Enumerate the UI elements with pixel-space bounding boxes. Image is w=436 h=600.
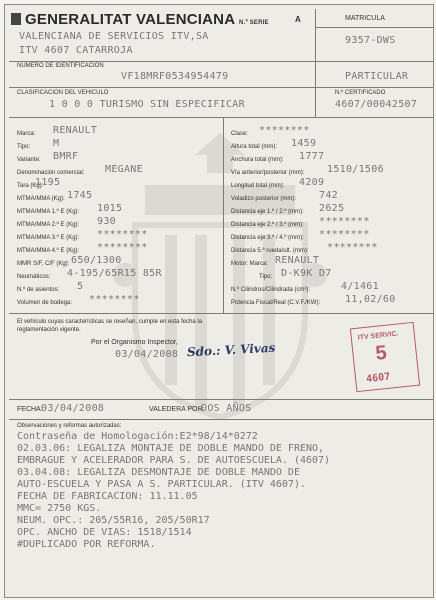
- observation-line: MMC= 2750 KGS.: [17, 503, 102, 514]
- fecha-value: 03/04/2008: [41, 403, 105, 414]
- field-mma-e2-label: MTMA/MMA 2.º E (Kg):: [17, 222, 80, 228]
- field-mma-e1-value: 1015: [97, 203, 123, 214]
- observations-label: Observaciones y reformas autorizadas:: [17, 423, 122, 429]
- observation-line: AUTO-ESCUELA Y PASA A S. PARTICULAR. (ITV 4607).: [17, 479, 306, 490]
- field-eje12-value: 2625: [319, 203, 345, 214]
- field-quinta-rueda-value: ********: [327, 242, 378, 253]
- certificate-label: N.º CERTIFICADO: [335, 90, 386, 96]
- field-mma-value: 1745: [67, 190, 93, 201]
- field-potencia-value: 11,02/60: [345, 294, 396, 305]
- field-potencia-label: Potencia Fiscal/Real (C.V.F./KW):: [231, 300, 321, 306]
- field-denominacion-label: Denominación comercial:: [17, 170, 85, 176]
- inspector-signature: Sdo.: V. Vivas: [186, 340, 276, 360]
- field-asientos-label: N.º de asientos:: [17, 287, 60, 293]
- field-variante-value: BMRF: [53, 151, 79, 162]
- classification-label: CLASIFICACION DEL VEHICULO: [17, 90, 109, 96]
- owner-line-1: VALENCIANA DE SERVICIOS ITV,SA: [19, 31, 209, 42]
- field-cilindros-label: N.º Cilindros/Cilindrada (cm³):: [231, 287, 311, 293]
- observation-line: NEUM. OPC.: 205/55R16, 205/50R17: [17, 515, 210, 526]
- classification-value: 1 0 0 0 TURISMO SIN ESPECIFICAR: [49, 99, 245, 110]
- field-via-label: Vía anterior/posterior (mm):: [231, 170, 305, 176]
- inspector-date: 03/04/2008: [115, 349, 179, 360]
- field-neumaticos-value: 4-195/65R15 85R: [67, 268, 162, 279]
- field-eje23-label: Distancia eje 2.º / 3.º (mm):: [231, 222, 304, 228]
- brand-header: [11, 11, 269, 28]
- field-clase-value: ********: [259, 125, 310, 136]
- observation-line: OPC. ANCHO DE VIAS: 1518/1514: [17, 527, 192, 538]
- validez-label: VALEDERA POR:: [149, 406, 205, 413]
- field-cilindros-value: 4/1461: [341, 281, 379, 292]
- field-mma-e1-label: MTMA/MMA 1.º E (Kg):: [17, 209, 80, 215]
- field-tara-value: 1195: [35, 177, 61, 188]
- field-altura-label: Altura total (mm):: [231, 144, 278, 150]
- observation-line: 03.04.08: LEGALIZA DESMONTAJE DE DOBLE MANDO DE: [17, 467, 300, 478]
- inspection-card: [4, 4, 434, 598]
- field-eje34-label: Distancia eje 3.º / 4.º (mm):: [231, 235, 304, 241]
- statement-line-1: El vehículo cuyas características se reseñan, cumple en esta fecha la: [17, 319, 203, 325]
- field-neumaticos-label: Neumáticos:: [17, 274, 51, 280]
- field-longitud-value: 4209: [299, 177, 325, 188]
- field-mmr-value: 650/1300: [71, 255, 122, 266]
- field-tipo-label: Tipo:: [17, 144, 31, 150]
- stamp-number: 5: [374, 341, 388, 365]
- identification-label: NUMERO DE IDENTIFICACION: [17, 63, 104, 69]
- observation-line: Contraseña de Homologación:E2*98/14*0272: [17, 431, 258, 442]
- field-mma-e4-label: MTMA/MMA 4.º E (Kg):: [17, 248, 80, 254]
- field-variante-label: Variante:: [17, 157, 41, 163]
- field-clase-label: Clase:: [231, 131, 249, 137]
- field-mma-e4-value: ********: [97, 242, 148, 253]
- field-marca-label: Marca:: [17, 131, 36, 137]
- fecha-label: FECHA:: [17, 406, 43, 413]
- serie-label: N.º SERIE: [239, 20, 269, 26]
- matricula-value: 9357-DWS: [345, 35, 396, 46]
- field-denominacion-value: MEGANE: [105, 164, 143, 175]
- field-motor-tipo-label: Tipo:: [259, 274, 273, 280]
- brand-logo-icon: [11, 13, 21, 25]
- field-motor-marca-value: RENAULT: [275, 255, 320, 266]
- itv-stamp: [350, 322, 420, 392]
- observation-line: FECHA DE FABRICACION: 11.11.05: [17, 491, 198, 502]
- brand-name: GENERALITAT VALENCIANA: [25, 11, 235, 28]
- field-voladizo-label: Voladizo posterior (mm):: [231, 196, 297, 202]
- field-mma-e3-label: MTMA/MMA 3.º E (Kg):: [17, 235, 80, 241]
- field-anchura-value: 1777: [299, 151, 325, 162]
- field-bodega-label: Volumen de bodega:: [17, 300, 73, 306]
- field-eje23-value: ********: [319, 216, 370, 227]
- validez-value: DOS AÑOS: [201, 403, 252, 414]
- field-voladizo-value: 742: [319, 190, 338, 201]
- field-quinta-rueda-label: Distancia 5.ª rueda/ult. (mm):: [231, 248, 309, 254]
- field-marca-value: RENAULT: [53, 125, 98, 136]
- observation-line: 02.03.06: LEGALIZA MONTAJE DE DOBLE MANDO DE FRENO,: [17, 443, 325, 454]
- field-tipo-value: M: [53, 138, 60, 149]
- field-asientos-value: 5: [77, 281, 84, 292]
- field-altura-value: 1459: [291, 138, 317, 149]
- field-eje34-value: ********: [319, 229, 370, 240]
- field-mma-label: MTMA/MMA (Kg):: [17, 196, 65, 202]
- statement-line-2: reglamentación vigente.: [17, 327, 81, 333]
- field-mma-e3-value: ********: [97, 229, 148, 240]
- identification-value: VF18MRF0534954479: [121, 71, 229, 82]
- stamp-code: 4607: [365, 371, 391, 386]
- observation-line: #DUPLICADO POR REFORMA.: [17, 539, 156, 550]
- field-anchura-label: Anchura total (mm):: [231, 157, 284, 163]
- inspector-label: Por el Organismo Inspector,: [91, 339, 178, 346]
- field-motor-marca-label: Motor: Marca:: [231, 261, 269, 267]
- field-motor-tipo-value: D-K9K D7: [281, 268, 332, 279]
- field-mma-e2-value: 930: [97, 216, 116, 227]
- field-bodega-value: ********: [89, 294, 140, 305]
- certificate-value: 4607/00042507: [335, 99, 418, 110]
- observation-line: EMBRAGUE Y ACELERADOR PARA S. DE AUTOESCUELA. (4607): [17, 455, 331, 466]
- serie-value: A: [295, 15, 301, 24]
- stamp-top: ITV SERVIC.: [357, 330, 399, 342]
- matricula-label: MATRICULA: [345, 15, 385, 22]
- field-tara-label: Tara (Kg):: [17, 183, 44, 189]
- use-value: PARTICULAR: [345, 71, 409, 82]
- field-longitud-label: Longitud total (mm):: [231, 183, 285, 189]
- owner-line-2: ITV 4607 CATARROJA: [19, 45, 133, 56]
- field-via-value: 1510/1506: [327, 164, 384, 175]
- field-mmr-label: MMR S/F, C/F (Kg):: [17, 261, 70, 267]
- field-eje12-label: Distancia eje 1.º / 2.º (mm):: [231, 209, 304, 215]
